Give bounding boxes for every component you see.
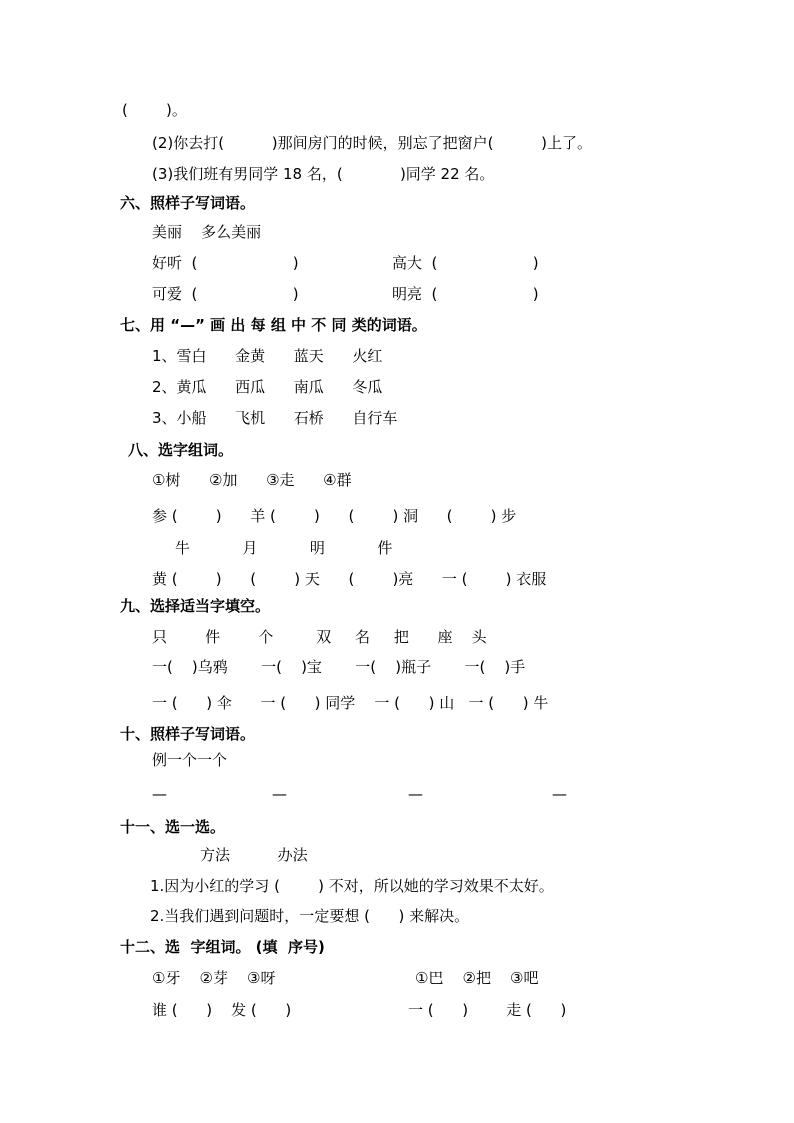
s11-item1: 1.因为小红的学习 ( ) 不对，所以她的学习效果不太好。 bbox=[150, 877, 554, 895]
s12-options-right: ①巴 ②把 ③吧 bbox=[415, 969, 539, 987]
s8-row1: 参 ( ) 羊 ( ) ( ) 洞 ( ) 步 bbox=[152, 507, 517, 525]
s9-options: 只 件 个 双 名 把 座 头 bbox=[152, 628, 487, 646]
s12-row-right: 一 ( ) 走 ( ) bbox=[408, 1001, 567, 1019]
section12-title: 十二、选 字组词。 (填 序号) bbox=[120, 938, 325, 956]
s5-line1: ( )。 bbox=[122, 101, 187, 119]
section8-title: 八、选字组词。 bbox=[128, 441, 234, 459]
s12-row-left: 谁 ( ) 发 ( ) bbox=[152, 1001, 292, 1019]
s5-item3: (3)我们班有男同学 18 名，( )同学 22 名。 bbox=[152, 165, 495, 183]
s7-row1: 1、雪白 金黄 蓝天 火红 bbox=[152, 347, 383, 365]
s5-item2: (2)你去打( )那间房门的时候，别忘了把窗户( )上了。 bbox=[152, 134, 593, 152]
s9-row2: 一 ( ) 伞 一 ( ) 同学 一 ( ) 山 一 ( ) 牛 bbox=[152, 694, 549, 712]
s9-row1: 一( )乌鸦 一( )宝 一( )瓶子 一( )手 bbox=[152, 658, 526, 676]
section11-title: 十一、选一选。 bbox=[120, 818, 226, 836]
s11-item2: 2.当我们遇到问题时，一定要想 ( ) 来解决。 bbox=[150, 907, 470, 925]
s6-example: 美丽 多么美丽 bbox=[152, 223, 262, 241]
s6-row2-right: 明亮 ( ) bbox=[392, 285, 539, 303]
section9-title: 九、选择适当字填空。 bbox=[120, 597, 271, 615]
section7-title: 七、用 “—” 画 出 每 组 中 不 同 类的词语。 bbox=[120, 316, 427, 334]
s6-row1-right: 高大 ( ) bbox=[392, 254, 539, 272]
s10-blank-2: — bbox=[272, 785, 287, 803]
s8-options2: 牛 月 明 件 bbox=[175, 539, 393, 557]
s11-options: 方法 办法 bbox=[200, 846, 308, 864]
s6-row2-left: 可爱 ( ) bbox=[152, 285, 299, 303]
s10-blank-4: — bbox=[552, 785, 567, 803]
s10-blank-1: — bbox=[152, 785, 167, 803]
section10-title: 十、照样子写词语。 bbox=[120, 725, 256, 743]
s7-row2: 2、黄瓜 西瓜 南瓜 冬瓜 bbox=[152, 378, 383, 396]
section6-title: 六、照样子写词语。 bbox=[120, 194, 256, 212]
s10-example: 例一个一个 bbox=[152, 751, 228, 769]
s10-blank-3: — bbox=[408, 785, 423, 803]
s6-row1-left: 好听 ( ) bbox=[152, 254, 299, 272]
s8-options: ①树 ②加 ③走 ④群 bbox=[152, 471, 352, 489]
s8-row2: 黄 ( ) ( ) 天 ( )亮 一 ( ) 衣服 bbox=[152, 570, 547, 588]
s12-options-left: ①牙 ②芽 ③呀 bbox=[152, 969, 276, 987]
s7-row3: 3、小船 飞机 石桥 自行车 bbox=[152, 409, 398, 427]
